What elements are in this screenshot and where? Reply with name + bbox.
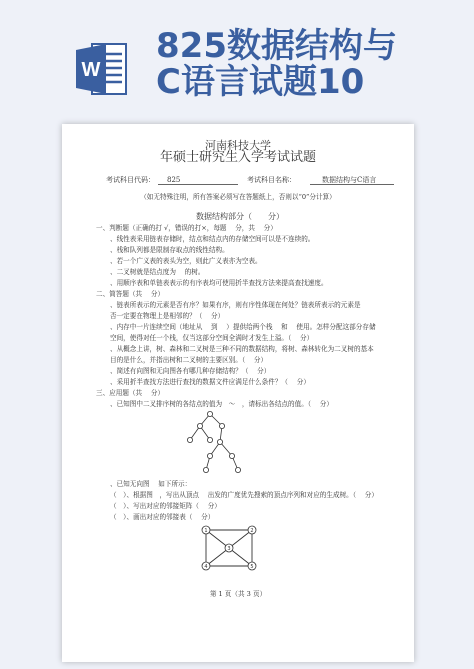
question-line: （ ）、画出对应的邻接表（ 分） — [110, 513, 215, 521]
exam-title: 年硕士研究生入学考试试题 — [159, 150, 316, 165]
title-line-2: C语言试题10 — [156, 62, 365, 102]
name-underline — [310, 184, 394, 185]
question-line: 、内存中一片连续空间（地址从 到 ）提供给两个栈 和 使用。怎样分配这部分存储 — [110, 323, 376, 331]
code-value: 825 — [167, 176, 181, 184]
code-label: 考试科目代码： — [106, 176, 155, 184]
page-footer: 第 1 页（共 3 页） — [209, 590, 267, 598]
question-line: 、线性表采用链表存储时，结点和结点内的存储空间可以是不连续的。 — [110, 235, 315, 243]
question-line: （ ）、根据图 ，写出从顶点 出发的广度优先搜索的顶点序列和对应的生成树。（ 分） — [110, 491, 378, 499]
name-label: 考试科目名称： — [247, 176, 296, 184]
question-line: 、用顺序表和单链表表示的有序表均可使用折半查找方法来提高查找速度。 — [110, 279, 328, 287]
graph-vertex-label: 4 — [204, 564, 208, 570]
exam-note: （如无特殊注明，所有答案必须写在答题纸上，否则以“0”分计算） — [140, 193, 336, 201]
word-document-icon — [76, 40, 128, 98]
question-line: 目的是什么，并指出树和二叉树的主要区别。（ 分） — [110, 356, 268, 364]
question-line: 一、判断题（正确的打 √，错误的打×，每题 分，共 分） — [96, 224, 277, 232]
question-line: 、已知无向图 如下所示： — [110, 480, 192, 488]
university-name: 河南科技大学 — [205, 139, 271, 152]
question-line: 二、简答题（共 分） — [96, 290, 165, 298]
name-value: 数据结构与C语言 — [322, 176, 377, 184]
question-line: 空间，使得对任一个栈，仅当这部分空间全满时才发生上溢。（ 分） — [110, 334, 314, 342]
binary-tree-diagram — [172, 408, 272, 490]
graph-vertex-label: 1 — [204, 528, 208, 534]
header-banner — [0, 0, 474, 118]
question-line: 、二叉树就是结点度为 的树。 — [110, 268, 205, 276]
svg-text:W: W — [81, 59, 101, 81]
title-line-1: 825数据结构与 — [156, 26, 397, 66]
graph-vertex-label: 5 — [250, 564, 254, 570]
question-line: 、若一个广义表的表头为空，则此广义表亦为空表。 — [110, 257, 262, 265]
section-title: 数据结构部分（ 分） — [196, 212, 284, 221]
question-line: 、从概念上讲，树、森林和二叉树是三种不同的数据结构，将树、森林转化为二叉树的基本 — [110, 345, 374, 353]
question-line: 、简述有向图和无向图各有哪几种存储结构？（ 分） — [110, 367, 271, 375]
question-line: 、栈和队列都是限制存取点的线性结构。 — [110, 246, 229, 254]
question-line: 三、应用题（共 分） — [96, 389, 165, 397]
document-title — [156, 28, 466, 100]
question-line: 、采用折半查找方法进行查找的数据文件应满足什么条件？（ 分） — [110, 378, 310, 386]
undirected-graph-diagram — [196, 522, 266, 574]
question-line: 否一定要在物理上是相邻的？（ 分） — [110, 312, 225, 320]
graph-vertex-label: 2 — [250, 528, 254, 534]
question-line: 、已知图中二叉排序树的各结点的值为 ～ ，请标出各结点的值。（ 分） — [110, 400, 333, 408]
exam-paper — [62, 124, 414, 662]
question-line: （ ）、写出对应的邻接矩阵（ 分） — [110, 502, 221, 510]
graph-vertex-label: 3 — [227, 546, 231, 552]
question-line: 、链表所表示的元素是否有序？如果有序，则有序性体现在何处？链表所表示的元素是 — [110, 301, 361, 309]
code-underline — [158, 184, 238, 185]
